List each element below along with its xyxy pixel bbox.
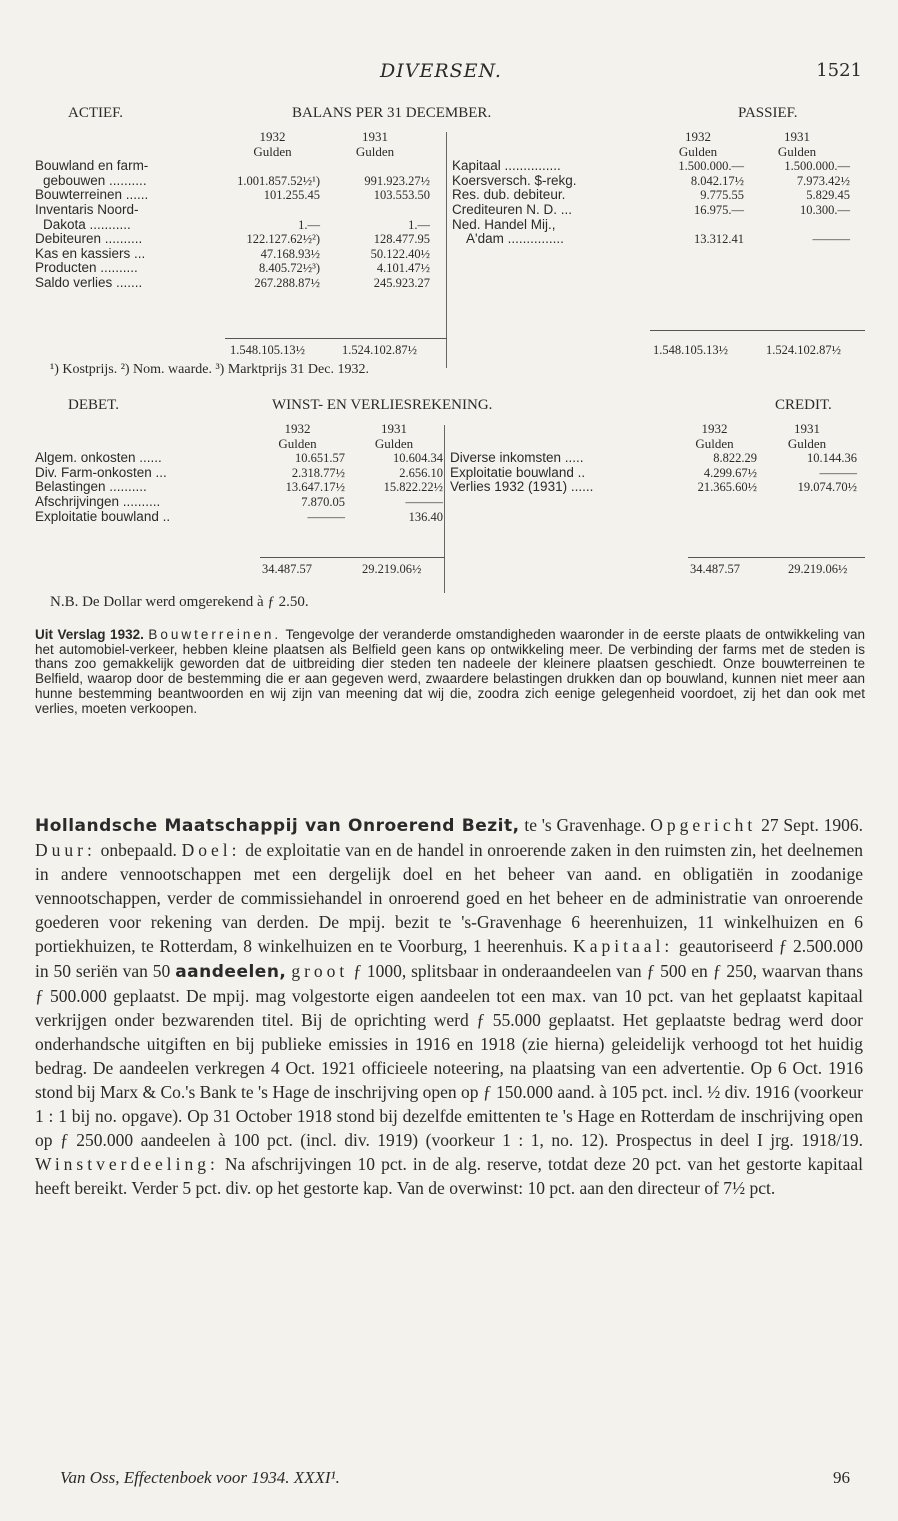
verslag-text: Tengevolge der veranderde omstandigheden waaronder in de eerste plaats de ontwikkeling van het automobiel-verkeer, hebben kleine plaatsen als Belfield geen kans op ontwikkeling meer. De verbinding der farms met de steden is thans zoo gemakkelijk geworden dat de uitbreiding dier steden ten nadeele der kleinere plaatsen geschiedt. Onze bouwterreinen te Belfield, waarop door de bestemming die er aan gegeven werd, zwaardere belastingen drukken dan op bouwland, kunnen niet meer aan hunne bestemming beantwoorden en wij zijn van meening dat wij die, zoodra zich eenige gelegenheid voordoet, zij het dan ook met verlies, moeten verkoopen.: [35, 627, 865, 716]
col-unit: Gulden: [678, 143, 718, 159]
cell: 101.255.45: [263, 188, 320, 203]
total-rule: [650, 330, 865, 331]
cell: 122.127.62½²): [246, 232, 320, 247]
col-year: 1932: [685, 129, 711, 144]
text-run: Na afschrijvingen 10 pct. in de alg. reserve, totdat deze 20 pct. van het gestorte kapitaal heeft bereikt. Verder 5 pct. div. op het gestorte kap. Van de overwinst: 10 pct. aan den directeur of 7½ pct.: [35, 1154, 864, 1199]
table-row: [35, 218, 430, 233]
table-row: [35, 276, 430, 291]
cell: [225, 203, 320, 218]
cell: 7.870.05: [301, 494, 345, 509]
row-label: Dakota ...........: [43, 216, 131, 232]
cell: 8.405.72½³): [258, 261, 320, 276]
row-label: Debiteuren ..........: [35, 231, 143, 247]
total-value: 1.548.105.13½: [653, 343, 728, 357]
table-row: [35, 466, 443, 481]
cell: 16.975.—: [694, 202, 744, 217]
row-label: Exploitatie bouwland ..: [35, 508, 171, 524]
cell: [744, 218, 850, 233]
text-run: 27 Sept. 1906.: [761, 815, 864, 835]
table-row: [35, 203, 430, 218]
text-run: onbepaald.: [100, 840, 177, 861]
cell: ———: [812, 232, 850, 247]
cell: 136.40: [408, 509, 443, 524]
cell: 10.300.—: [800, 202, 850, 217]
table-row: [35, 159, 430, 174]
footer-source: Van Oss, Effectenboek voor 1934. XXXI¹.: [60, 1468, 340, 1487]
cell: 1.001.857.52½¹): [237, 173, 320, 188]
balans-title: BALANS PER 31 DECEMBER.: [292, 105, 492, 121]
col-unit: Gulden: [278, 435, 317, 451]
table-row: [35, 188, 430, 203]
total-value: 34.487.57: [262, 562, 312, 576]
row-label: Bouwterreinen ......: [35, 187, 149, 203]
label-opgericht: Opgericht: [650, 815, 757, 835]
balans-right-label: PASSIEF.: [738, 105, 798, 121]
row-label: A'dam ...............: [466, 231, 564, 247]
nb-note: N.B. De Dollar werd omgerekend à ƒ 2.50.: [50, 594, 309, 610]
table-row: [35, 261, 430, 276]
cell: 50.122.40½: [370, 246, 430, 261]
table-row: [35, 451, 443, 466]
footer-signature: 96: [833, 1468, 850, 1487]
cell: 991.923.27½: [364, 173, 430, 188]
col-year: 1931: [362, 129, 388, 144]
text-run: de exploitatie van en de handel in onroerende zaken in den ruimsten zin, het deelnemen in andere vennootschappen met een dergelijk doel en het beheer van aand. en obligatiën in zoodanige vennootschappen, verder de commissiehandel in onroerend goed en het beheer en de administratie van onroerende goederen voor rekening van derden. De mpij. bezit te 's-Gravenhage 6 heerenhuizen, 11 winkelhuizen en 6 portiekhuizen, te Rotterdam, 8 winkelhuizen en te Voorburg, 1 heerenhuis.: [35, 840, 863, 957]
row-label: Exploitatie bouwland ..: [450, 464, 586, 480]
cell: ———: [307, 509, 345, 524]
col-year: 1932: [701, 421, 728, 436]
cell: 15.822.22½: [383, 480, 443, 495]
cell: 13.312.41: [694, 232, 744, 247]
row-label: Saldo verlies .......: [35, 274, 143, 290]
col-year: 1931: [381, 421, 407, 436]
cell: 8.042.17½: [690, 173, 744, 188]
winst-title: WINST- EN VERLIESREKENING.: [272, 397, 493, 413]
cell: [320, 159, 430, 174]
cell: 10.604.34: [393, 451, 443, 466]
winst-right-label: CREDIT.: [775, 397, 832, 413]
total-value: 29.219.06½: [362, 562, 422, 576]
cell: 19.074.70½: [797, 480, 857, 495]
cell: 1.—: [408, 217, 430, 232]
row-label: Ned. Handel Mij.,: [452, 216, 556, 232]
total-rule: [225, 338, 447, 339]
table-row: [452, 218, 850, 233]
cell: 9.775.55: [700, 188, 744, 203]
table-row: [450, 466, 857, 481]
table-row: [452, 232, 850, 247]
cell: ———: [405, 494, 443, 509]
total-rule: [260, 557, 445, 558]
cell: 1.500.000.—: [784, 159, 850, 174]
col-unit: Gulden: [695, 435, 734, 451]
label-doel: Doel:: [181, 840, 241, 861]
table-row: [452, 174, 850, 189]
cell: 13.647.17½: [285, 480, 345, 495]
balans-activa-table: [35, 130, 430, 291]
row-label: Algem. onkosten ......: [35, 450, 162, 466]
cell: [320, 203, 430, 218]
column-divider: [446, 132, 447, 368]
total-rule: [688, 557, 865, 558]
winst-left-label: DEBET.: [68, 397, 119, 413]
cell: 47.168.93½: [260, 246, 320, 261]
page-title: DIVERSEN.: [380, 60, 502, 82]
cell: 245.923.27: [373, 275, 430, 290]
row-label: Belastingen ..........: [35, 479, 147, 495]
company-name: Hollandsche Maatschappij van Onroerend Bezit,: [35, 816, 520, 836]
cell: 4.101.47½: [376, 261, 430, 276]
label-groot: groot: [291, 960, 349, 981]
cell: [652, 218, 744, 233]
row-label: Inventaris Noord-: [35, 201, 139, 217]
cell: 103.553.50: [373, 188, 430, 203]
total-value: 1.548.105.13½: [230, 343, 305, 357]
label-duur: Duur:: [35, 840, 96, 861]
cell: 10.144.36: [807, 451, 857, 466]
total-value: 1.524.102.87½: [766, 343, 841, 357]
table-row: [35, 232, 430, 247]
col-unit: Gulden: [253, 143, 292, 159]
row-label: gebouwen ..........: [43, 172, 147, 188]
col-unit: Gulden: [374, 435, 414, 451]
row-label: Crediteuren N. D. ...: [452, 201, 573, 217]
col-year: 1931: [794, 421, 820, 436]
col-year: 1932: [259, 129, 286, 144]
table-row: [35, 510, 443, 525]
row-label: Kas en kassiers ...: [35, 245, 146, 261]
total-value: 1.524.102.87½: [342, 343, 417, 357]
text-run: ƒ 1000, splitsbaar in onderaandeelen van ƒ 500 en ƒ 250, waarvan thans ƒ 500.000 geplaatst. De mpij. mag volgestorte eigen aandeelen tot een max. van 10 pct. van het geplaatst kapitaal verkrijgen onder bezwarenden titel. Bij de oprichting werd ƒ 55.000 geplaatst. Het geplaatste bedrag werd door onderhandsche uitgiften en bij publieke emissies in 1916 en 1918 (zie hierna) geleidelijk verhoogd tot het huidig bedrag. De aandeelen verkregen 4 Oct. 1921 officieele noteering, na plaatsing van een advertentie. Op 6 Oct. 1916 stond bij Marx & Co.'s Bank te 's Hage de inschrijving open op ƒ 150.000 aand. à 105 pct. incl. ½ div. 1916 (voorkeur 1 : 1 bij no. opgave). Op 31 October 1918 stond bij dezelfde emittenten te 's Hage en Rotterdam de inschrijving open op ƒ 250.000 aandeelen à 100 pct. (incl. div. 1919) (voorkeur 1 : 1, no. 12). Prospectus in deel I jrg. 1918/19.: [35, 960, 864, 1151]
row-label: Bouwland en farm-: [35, 158, 149, 174]
running-header: [0, 60, 898, 86]
cell: 7.973.42½: [796, 173, 850, 188]
table-row: [35, 247, 430, 262]
verslag-paragraph: [35, 628, 865, 716]
row-label: Producten ..........: [35, 260, 138, 276]
text-run: geautoriseerd ƒ 2.500.000 in 50 seriën van 50: [35, 936, 864, 981]
col-year: 1931: [784, 129, 810, 144]
cell: 2.656.10: [399, 465, 443, 480]
cell: 4.299.67½: [703, 465, 757, 480]
label-winstverdeeling: Winstverdeeling:: [35, 1154, 219, 1175]
table-row: [452, 188, 850, 203]
balans-footnotes: ¹) Kostprijs. ²) Nom. waarde. ³) Marktprijs 31 Dec. 1932.: [50, 362, 369, 377]
label-kapitaal: Kapitaal:: [573, 936, 674, 957]
table-row: [452, 203, 850, 218]
total-value: 29.219.06½: [788, 562, 848, 576]
cell: 2.318.77½: [291, 465, 345, 480]
row-label: Diverse inkomsten .....: [450, 450, 584, 466]
table-row: [35, 174, 430, 189]
column-divider: [444, 425, 445, 593]
row-label: Koersversch. $-rekg.: [452, 172, 577, 188]
row-label: Div. Farm-onkosten ...: [35, 464, 167, 480]
verslag-lead: Uit Verslag 1932.: [35, 627, 144, 642]
cell: [225, 159, 320, 174]
table-row: [35, 495, 443, 510]
cell: 267.288.87½: [254, 275, 320, 290]
cell: ———: [819, 465, 857, 480]
row-label: Verlies 1932 (1931) ......: [450, 479, 594, 495]
label-aandeelen: aandeelen,: [175, 961, 287, 982]
verslag-subject: Bouwterreinen.: [148, 627, 282, 642]
row-label: Kapitaal ...............: [452, 158, 561, 174]
balans-left-label: ACTIEF.: [68, 105, 124, 121]
cell: 21.365.60½: [697, 480, 757, 495]
cell: 8.822.29: [713, 451, 757, 466]
winst-debet-table: [35, 422, 443, 524]
company-entry: [35, 813, 863, 1201]
col-unit: Gulden: [787, 435, 827, 451]
row-label: Res. dub. debiteur.: [452, 187, 566, 203]
page-number: 1521: [816, 60, 862, 81]
col-unit: Gulden: [355, 143, 395, 159]
cell: 5.829.45: [806, 188, 850, 203]
balans-passiva-table: [452, 130, 850, 247]
col-unit: Gulden: [777, 143, 817, 159]
text-run: te 's Gravenhage.: [524, 815, 646, 835]
cell: 10.651.57: [295, 451, 345, 466]
table-row: [35, 480, 443, 495]
cell: 1.500.000.—: [678, 159, 744, 174]
col-year: 1932: [284, 421, 311, 436]
cell: 1.—: [298, 217, 320, 232]
page-footer: [0, 1468, 898, 1490]
table-row: [452, 159, 850, 174]
cell: 128.477.95: [373, 232, 430, 247]
total-value: 34.487.57: [690, 562, 740, 576]
row-label: Afschrijvingen ..........: [35, 493, 161, 509]
table-row: [450, 480, 857, 495]
winst-credit-table: [450, 422, 857, 495]
table-row: [450, 451, 857, 466]
